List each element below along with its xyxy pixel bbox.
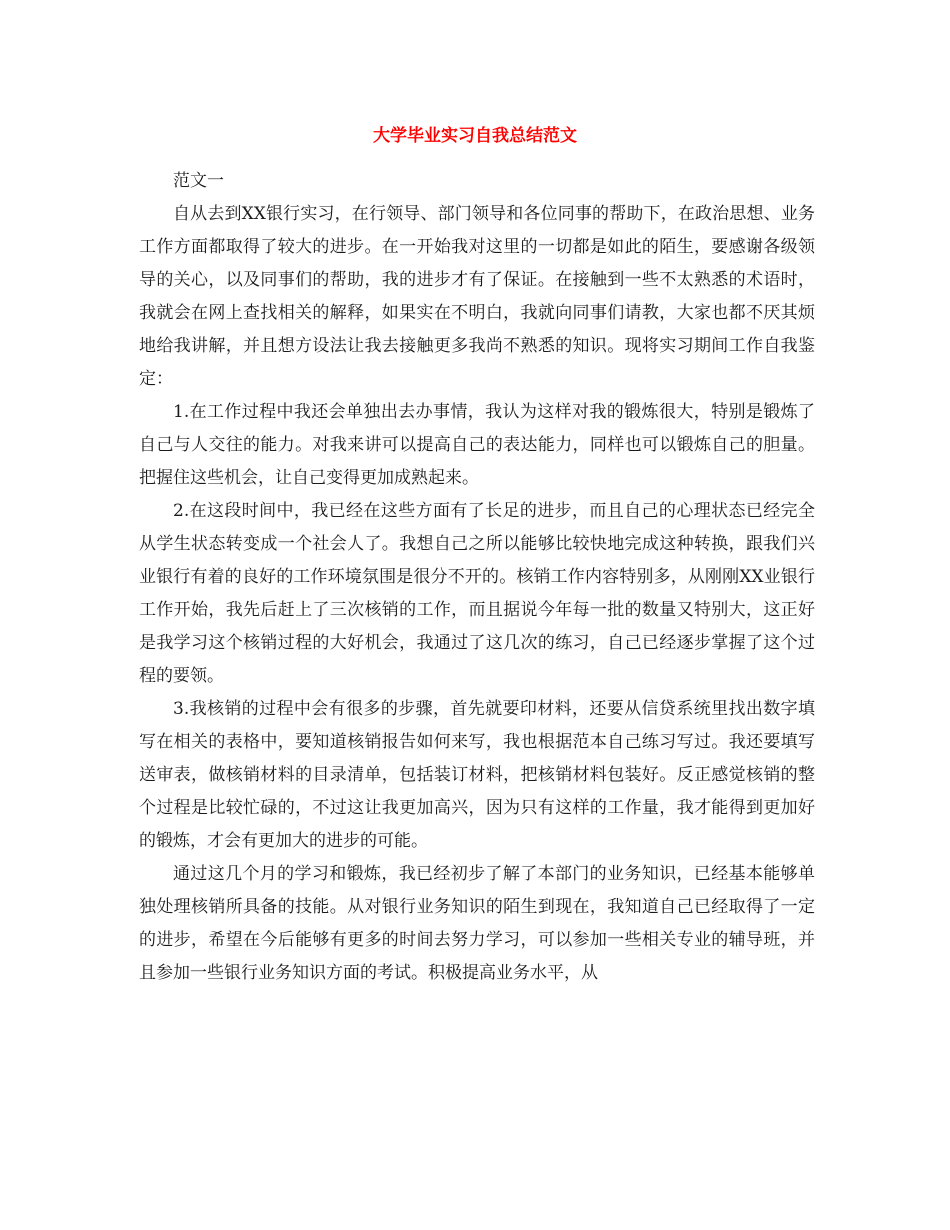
document-body	[139, 165, 815, 990]
paragraph-intro: 自从去到XX银行实习，在行领导、部门领导和各位同事的帮助下，在政治思想、业务工作方面都取得了较大的进步。在一开始我对这里的一切都是如此的陌生，要感谢各级领导的关心，以及同事们的帮助，我的进步才有了保证。在接触到一些不太熟悉的术语时，我就会在网上查找相关的解释，如果实在不明白，我就向同事们请教，大家也都不厌其烦地给我讲解，并且想方设法让我去接触更多我尚不熟悉的知识。现将实习期间工作自我鉴定：	[139, 204, 815, 389]
paragraph-conclusion: 通过这几个月的学习和锻炼，我已经初步了解了本部门的业务知识，已经基本能够单独处理核销所具备的技能。从对银行业务知识的陌生到现在，我知道自己已经取得了一定的进步，希望在今后能够有更多的时间去努力学习，可以参加一些相关专业的辅导班，并且参加一些银行业务知识方面的考试。积极提高业务水平，从	[139, 864, 815, 983]
paragraph-point-3: 3.我核销的过程中会有很多的步骤，首先就要印材料，还要从信贷系统里找出数字填写在相关的表格中，要知道核销报告如何来写，我也根据范本自己练习写过。我还要填写送审表，做核销材料的目录清单，包括装订材料，把核销材料包装好。反正感觉核销的整个过程是比较忙碌的，不过这让我更加高兴，因为只有这样的工作量，我才能得到更加好的锻炼，才会有更加大的进步的可能。	[139, 699, 815, 851]
document-title: 大学毕业实习自我总结范文	[373, 126, 577, 146]
section-heading: 范文一	[173, 171, 224, 191]
paragraph-point-2: 2.在这段时间中，我已经在这些方面有了长足的进步，而且自己的心理状态已经完全从学生状态转变成一个社会人了。我想自己之所以能够比较快地完成这种转换，跟我们兴业银行有着的良好的工作环境氛围是很分不开的。核销工作内容特别多，从刚刚XX业银行工作开始，我先后赶上了三次核销的工作，而且据说今年每一批的数量又特别大，这正好是我学习这个核销过程的大好机会，我通过了这几次的练习，自己已经逐步掌握了这个过程的要领。	[139, 501, 815, 686]
paragraph-point-1: 1.在工作过程中我还会单独出去办事情，我认为这样对我的锻炼很大，特别是锻炼了自己与人交往的能力。对我来讲可以提高自己的表达能力，同样也可以锻炼自己的胆量。把握住这些机会，让自己变得更加成熟起来。	[139, 402, 815, 488]
